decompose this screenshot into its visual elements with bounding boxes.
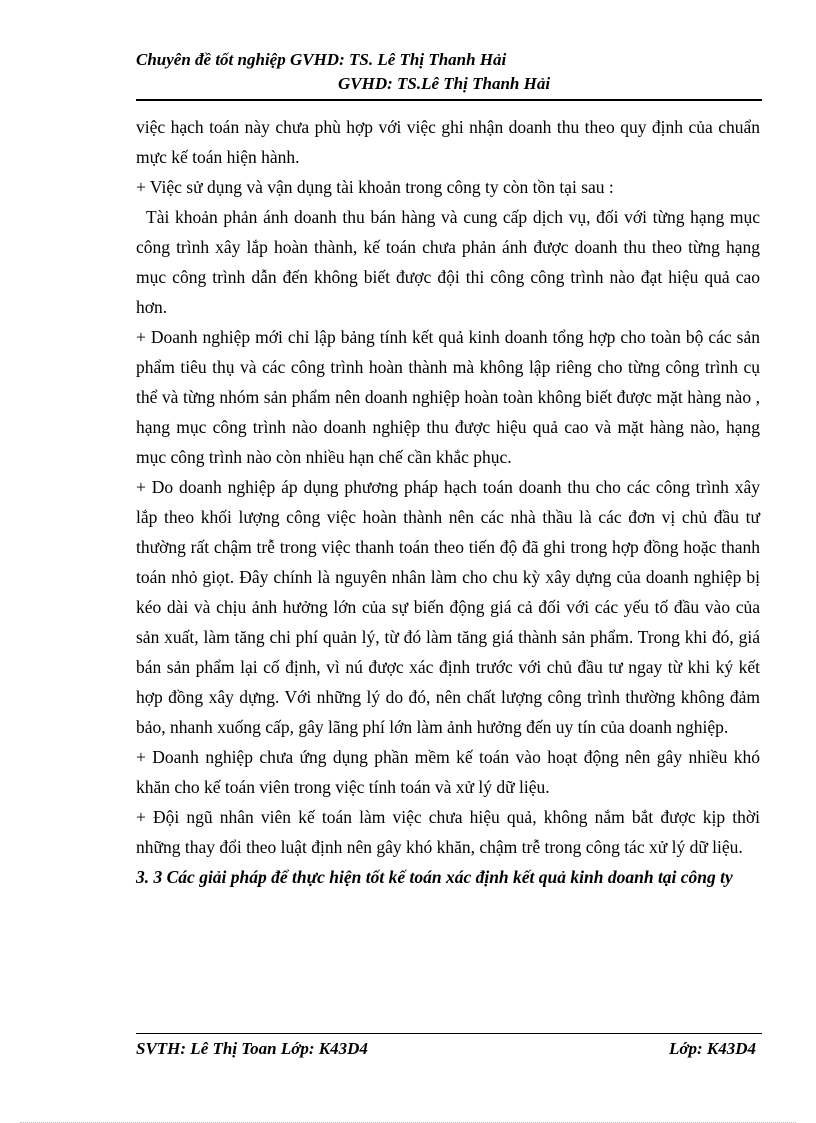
document-body: [136, 112, 760, 892]
header-divider: [136, 99, 762, 101]
paragraph: + Do doanh nghiệp áp dụng phương pháp hạch toán doanh thu cho các công trình xây lắp theo khối lượng công việc hoàn thành nên các nhà thầu là các đơn vị chủ đầu tư thường rất chậm trễ trong việc thanh toán theo tiến độ đã ghi trong hợp đồng hoặc thanh toán nhỏ giọt. Đây chính là nguyên nhân làm cho chu kỳ xây dựng của doanh nghiệp bị kéo dài và chịu ảnh hưởng lớn của sự biến động giá cả đối với các yếu tố đầu vào của sản xuất, làm tăng chi phí quản lý, từ đó làm tăng giá thành sản phẩm. Trong khi đó, giá bán sản phẩm lại cố định, vì nú được xác định trước với chủ đầu tư ngay từ khi ký kết hợp đồng xây dựng. Với những lý do đó, nên chất lượng công trình thường không đảm bảo, nhanh xuống cấp, gây lãng phí lớn làm ảnh hưởng đến uy tín của doanh nghiệp.: [136, 477, 760, 737]
footer-class-info: Lớp: K43D4: [668, 1039, 756, 1058]
paragraph: Tài khoản phản ánh doanh thu bán hàng và cung cấp dịch vụ, đối với từng hạng mục công trình xây lắp hoàn thành, kế toán chưa phản ánh được doanh thu theo từng hạng mục công trình dẫn đến không biết được đội thi công công trình nào đạt hiệu quả cao hơn.: [136, 207, 760, 317]
footer-divider: [136, 1033, 762, 1034]
paragraph: + Doanh nghiệp mới chỉ lập bảng tính kết quả kinh doanh tổng hợp cho toàn bộ các sản phẩm tiêu thụ và các công trình hoàn thành mà không lập riêng cho từng công trình cụ thể và từng nhóm sản phẩm nên doanh nghiệp hoàn toàn không biết được mặt hàng nào , hạng mục công trình nào doanh nghiệp thu được hiệu quả cao và mặt hàng nào, hạng mục công trình nào còn nhiều hạn chế cần khắc phục.: [136, 327, 760, 467]
paragraph: việc hạch toán này chưa phù hợp với việc ghi nhận doanh thu theo quy định của chuẩn mực kế toán hiện hành.: [136, 117, 760, 167]
page-footer: [136, 1038, 756, 1060]
paragraph: + Doanh nghiệp chưa ứng dụng phần mềm kế toán vào hoạt động nên gây nhiều khó khăn cho kế toán viên trong việc tính toán và xử lý dữ liệu.: [136, 747, 760, 797]
header-title-line: Chuyên đề tốt nghiệp GVHD: TS. Lê Thị Thanh Hải: [136, 50, 507, 69]
paragraph: + Đội ngũ nhân viên kế toán làm việc chưa hiệu quả, không nắm bắt được kịp thời những thay đổi theo luật định nên gây khó khăn, chậm trễ trong công tác xử lý dữ liệu.: [136, 807, 760, 857]
footer-student-info: SVTH: Lê Thị Toan Lớp: K43D4: [136, 1039, 368, 1058]
header-advisor-line: GVHD: TS.Lê Thị Thanh Hải: [338, 74, 551, 93]
paragraph: + Việc sử dụng và vận dụng tài khoản trong công ty còn tồn tại sau :: [136, 177, 614, 197]
page-header: [136, 48, 762, 96]
section-heading: 3. 3 Các giải pháp để thực hiện tốt kế toán xác định kết quả kinh doanh tại công ty: [136, 867, 733, 887]
